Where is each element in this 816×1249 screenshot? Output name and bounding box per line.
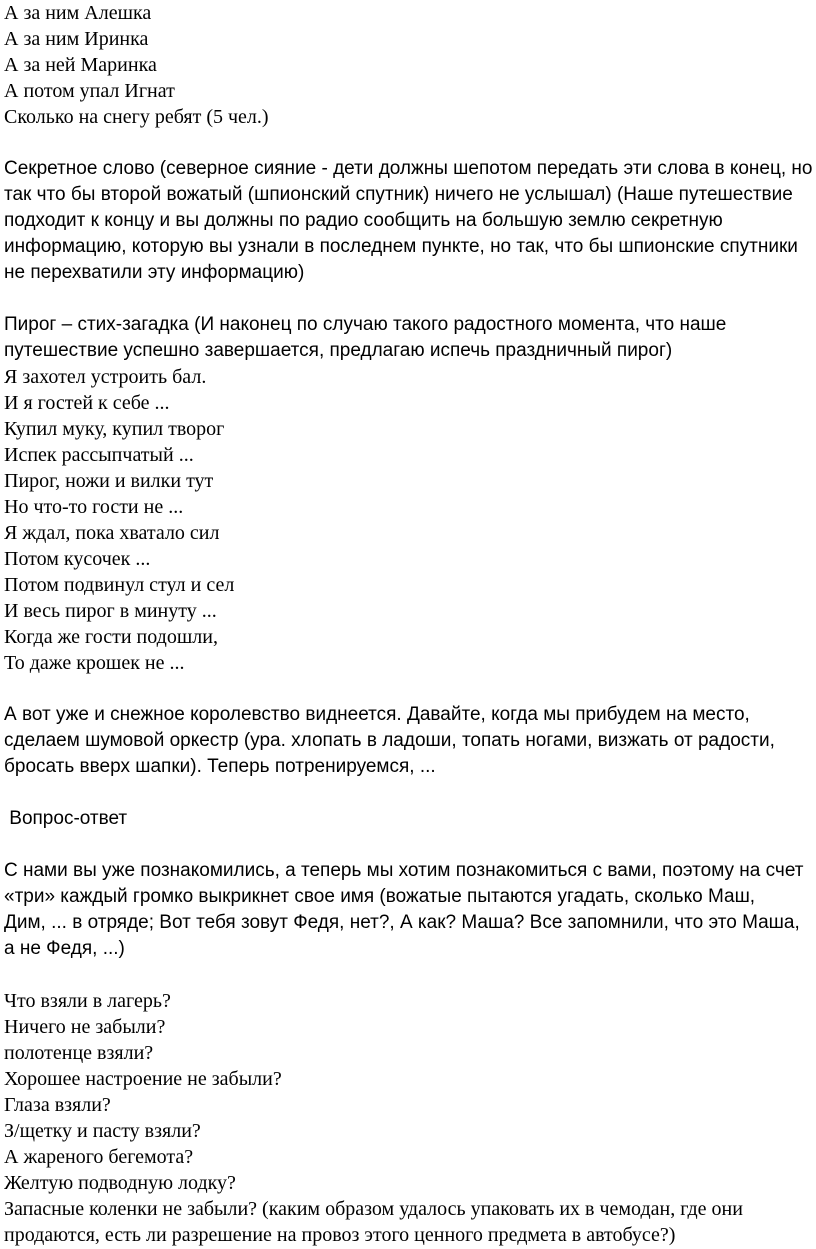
pie-poem [4, 364, 812, 676]
secret-word-paragraph [4, 156, 812, 286]
poem-line: Я захотел устроить бал. [4, 366, 207, 388]
paragraph-line: так что бы второй вожатый (шпионский спутник) ничего не услышал) (Наше путешествие [4, 184, 793, 205]
paragraph-gap [4, 780, 812, 806]
question-line: А жареного бегемота? [4, 1146, 194, 1168]
question-line: Запасные коленки не забыли? (каким образом удалось упаковать их в чемодан, где они [4, 1198, 743, 1220]
poem-line: А за ней Маринка [4, 54, 157, 76]
pie-intro-paragraph [4, 312, 812, 364]
poem-line: Пирог, ножи и вилки тут [4, 470, 214, 492]
kingdom-paragraph [4, 702, 812, 780]
paragraph-line: Пирог – стих-загадка (И наконец по случаю такого радостного момента, что наше [4, 314, 727, 335]
poem-line: А за ним Иринка [4, 28, 149, 50]
paragraph-line: Дим, ... в отряде; Вот тебя зовут Федя, нет?, А как? Маша? Все запомнили, что это Маша, [4, 912, 800, 933]
poem-line: Купил муку, купил творог [4, 418, 225, 440]
question-line: продаются, есть ли разрешение на провоз этого ценного предмета в автобусе?) [4, 1224, 676, 1246]
poem-line: А за ним Алешка [4, 2, 152, 24]
paragraph-line: сделаем шумовой оркестр (ура. хлопать в ладоши, топать ногами, визжать от радости, [4, 730, 775, 751]
poem-snow [4, 0, 812, 130]
question-line: полотенце взяли? [4, 1042, 154, 1064]
poem-line: А потом упал Игнат [4, 80, 175, 102]
paragraph-gap [4, 130, 812, 156]
document-page [4, 0, 812, 1248]
paragraph-line: информацию, которую вы узнали в последнем пункте, но так, что бы шпионские спутники [4, 236, 798, 257]
paragraph-line: подходит к концу и вы должны по радио сообщить на большую землю секретную [4, 210, 723, 231]
poem-line: И весь пирог в минуту ... [4, 600, 217, 622]
poem-line: Испек рассыпчатый ... [4, 444, 194, 466]
paragraph-gap [4, 286, 812, 312]
paragraph-gap [4, 962, 812, 988]
paragraph-line: не перехватили эту информацию) [4, 262, 305, 283]
paragraph-line: Секретное слово (северное сияние - дети должны шепотом передать эти слова в конец, но [4, 158, 813, 179]
question-line: Глаза взяли? [4, 1094, 111, 1116]
poem-line: Но что-то гости не ... [4, 496, 184, 518]
paragraph-line: С нами вы уже познакомились, а теперь мы хотим познакомиться с вами, поэтому на счет [4, 860, 804, 881]
paragraph-line: бросать вверх шапки). Теперь потренируемся, ... [4, 756, 436, 777]
poem-line: Я ждал, пока хватало сил [4, 522, 220, 544]
question-line: Хорошее настроение не забыли? [4, 1068, 282, 1090]
camp-questions [4, 988, 812, 1248]
paragraph-gap [4, 676, 812, 702]
paragraph-line: А вот уже и снежное королевство виднеется. Давайте, когда мы прибудем на место, [4, 704, 750, 725]
paragraph-line: «три» каждый громко выкрикнет свое имя (вожатые пытаются угадать, сколько Маш, [4, 886, 756, 907]
question-line: З/щетку и пасту взяли? [4, 1120, 201, 1142]
paragraph-gap [4, 832, 812, 858]
names-paragraph [4, 858, 812, 962]
qa-heading: Вопрос-ответ [4, 808, 128, 829]
question-line: Ничего не забыли? [4, 1016, 166, 1038]
poem-line: Потом подвинул стул и сел [4, 574, 235, 596]
question-line: Желтую подводную лодку? [4, 1172, 236, 1194]
question-line: Что взяли в лагерь? [4, 990, 171, 1012]
poem-line: Когда же гости подошли, [4, 626, 218, 648]
poem-line: Сколько на снегу ребят (5 чел.) [4, 106, 269, 128]
poem-line: И я гостей к себе ... [4, 392, 170, 414]
paragraph-line: путешествие успешно завершается, предлагаю испечь праздничный пирог) [4, 340, 673, 361]
poem-line: Потом кусочек ... [4, 548, 151, 570]
poem-line: То даже крошек не ... [4, 652, 185, 674]
paragraph-line: а не Федя, ...) [4, 938, 125, 959]
